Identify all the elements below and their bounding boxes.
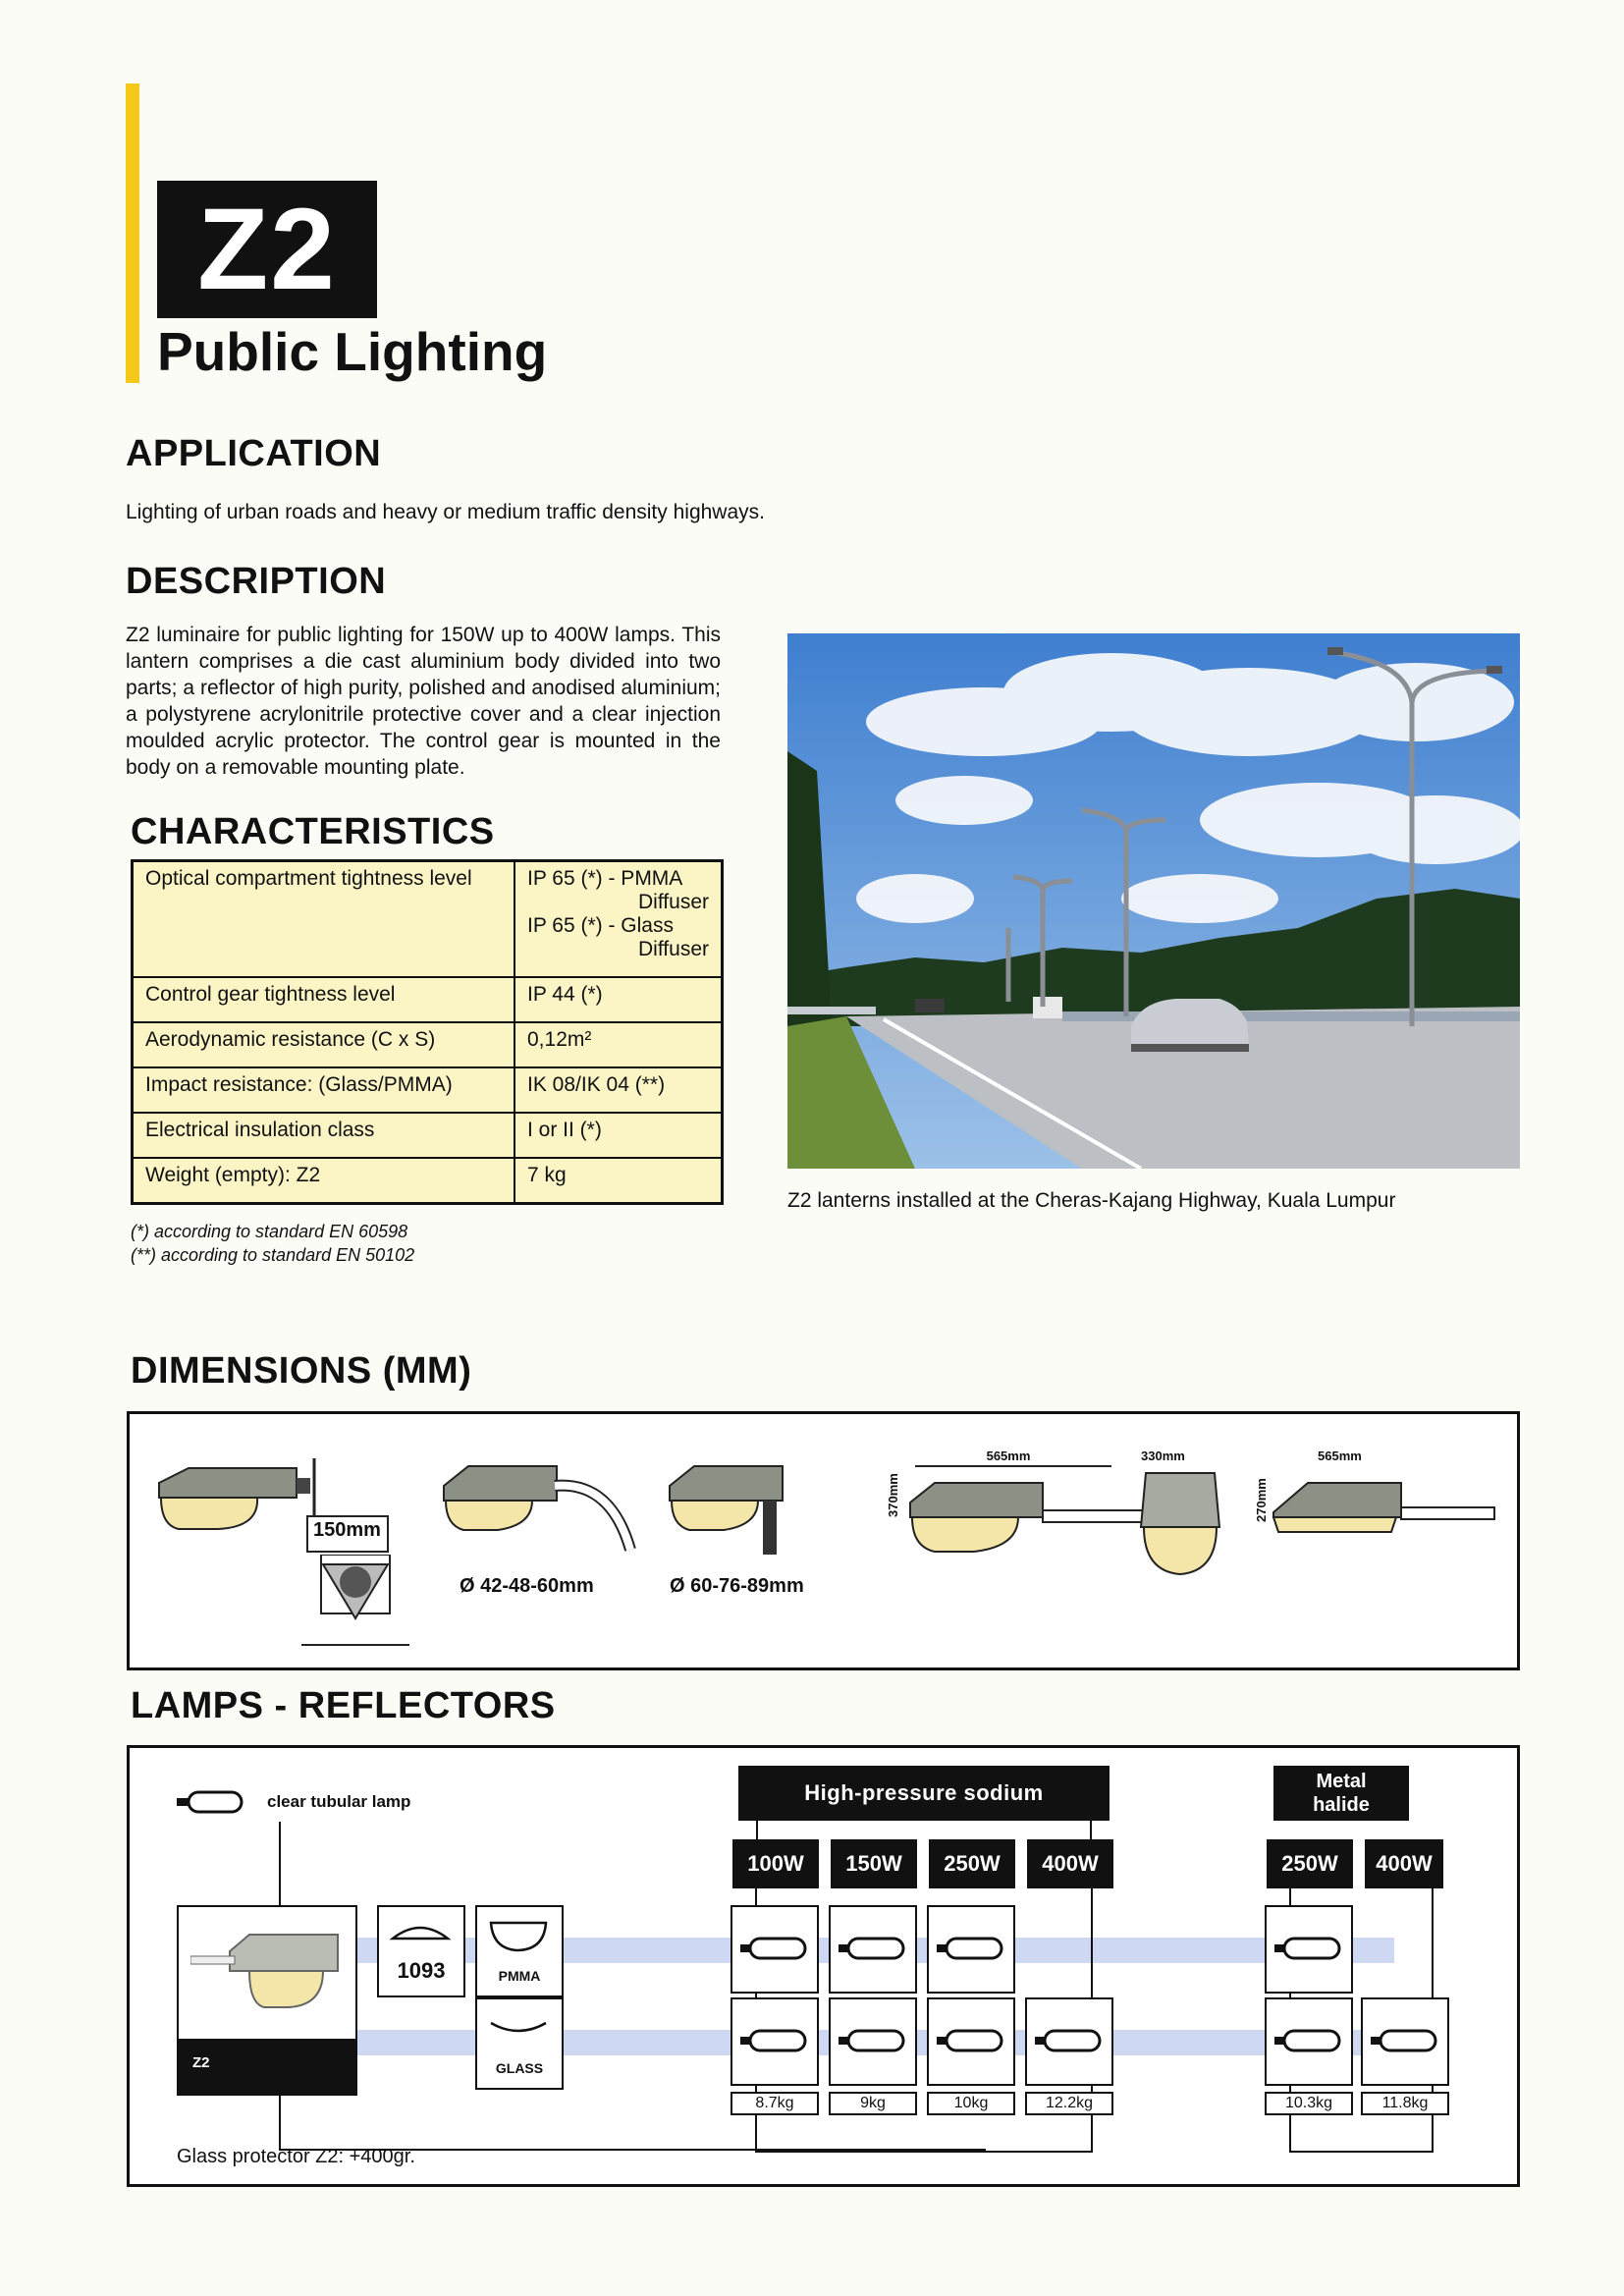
row-label: Impact resistance: (Glass/PMMA) — [133, 1067, 515, 1113]
mh-header-line: halide — [1313, 1794, 1370, 1816]
top-pole-diameter: Ø 60-76-89mm — [670, 1575, 804, 1597]
weight-label: 8.7kg — [731, 2092, 819, 2115]
value-line: IP 65 (*) - PMMA — [527, 867, 683, 890]
table-row — [133, 861, 723, 978]
row-label: Electrical insulation class — [133, 1113, 515, 1158]
weight-label: 11.8kg — [1361, 2092, 1449, 2115]
length-label-2: 565mm — [1318, 1449, 1362, 1463]
photo-caption: Z2 lanterns installed at the Cheras-Kajang Highway, Kuala Lumpur — [787, 1189, 1396, 1212]
luminaire-top-entry-drawing — [665, 1461, 802, 1559]
characteristics-heading: CHARACTERISTICS — [131, 811, 495, 852]
row-value: 7 kg — [514, 1158, 723, 1204]
lamp-cell — [731, 1997, 819, 2086]
tubular-lamp-icon — [177, 1789, 245, 1815]
mh-watt-250: 250W — [1267, 1839, 1353, 1888]
reflector-icon — [389, 1917, 452, 1946]
lamp-cell — [829, 1997, 917, 2086]
z2-luminaire-icon — [190, 1927, 348, 2020]
glass-label: GLASS — [495, 2060, 544, 2076]
value-line: Diffuser — [638, 891, 709, 913]
hps-watt-250: 250W — [929, 1839, 1015, 1888]
weight-label: 9kg — [829, 2092, 917, 2115]
row-value — [514, 861, 723, 978]
tubular-lamp-icon — [937, 1937, 1003, 1960]
tubular-lamp-icon — [1274, 1937, 1341, 1960]
lamp-cell — [1265, 1905, 1353, 1994]
row-label: Aerodynamic resistance (C x S) — [133, 1022, 515, 1067]
tubular-lamp-icon — [1035, 2029, 1102, 2052]
lamps-panel — [127, 1745, 1520, 2187]
lamp-cell — [829, 1905, 917, 1994]
length-label: 565mm — [986, 1449, 1031, 1463]
tubular-lamp-icon — [839, 1937, 905, 1960]
glass-cover-icon — [487, 2009, 550, 2049]
lamp-cell — [731, 1905, 819, 1994]
luminaire-side-entry-drawing — [439, 1461, 645, 1559]
height-label-2: 270mm — [1254, 1478, 1269, 1522]
product-logo: Z2 — [157, 181, 377, 318]
row-value: IK 08/IK 04 (**) — [514, 1067, 723, 1113]
standards-notes — [131, 1220, 414, 1267]
lamp-cell — [1361, 1997, 1449, 2086]
accent-bar — [126, 83, 139, 383]
row-value: 0,12m² — [514, 1022, 723, 1067]
mh-header-line: Metal — [1316, 1771, 1367, 1792]
lamp-cell — [927, 1905, 1015, 1994]
table-row — [133, 1067, 723, 1113]
pmma-cover-icon — [487, 1917, 550, 1956]
mh-header — [1273, 1766, 1409, 1821]
z2-model-label: Z2 — [192, 2054, 210, 2071]
side-view-drawing — [905, 1478, 1170, 1576]
description-heading: DESCRIPTION — [126, 561, 387, 602]
tubular-lamp-icon — [1371, 2029, 1437, 2052]
tubular-lamp-icon — [740, 1937, 807, 1960]
tubular-lamp-icon — [839, 2029, 905, 2052]
footnote: (**) according to standard EN 50102 — [131, 1245, 415, 1265]
page-subtitle: Public Lighting — [157, 321, 548, 382]
dimensions-panel — [127, 1411, 1520, 1670]
characteristics-table — [131, 859, 724, 1205]
wall-bracket-detail — [301, 1507, 409, 1650]
application-text: Lighting of urban roads and heavy or medium traffic density highways. — [126, 501, 765, 523]
wall-offset-label: 150mm — [313, 1519, 381, 1541]
lamp-legend-label: clear tubular lamp — [267, 1792, 411, 1811]
pmma-label: PMMA — [498, 1968, 541, 1984]
table-row — [133, 1113, 723, 1158]
value-line: IP 65 (*) - Glass — [527, 914, 674, 937]
row-label: Control gear tightness level — [133, 977, 515, 1022]
hps-watt-150: 150W — [831, 1839, 917, 1888]
lamp-cell — [927, 1997, 1015, 2086]
low-profile-drawing — [1269, 1473, 1504, 1552]
z2-model-box — [177, 1905, 357, 2096]
height-label: 370mm — [886, 1473, 900, 1517]
hps-header: High-pressure sodium — [738, 1766, 1110, 1821]
weight-label: 12.2kg — [1025, 2092, 1113, 2115]
hps-watt-100: 100W — [732, 1839, 819, 1888]
dimensions-heading: DIMENSIONS (MM) — [131, 1350, 472, 1392]
lamp-cell — [1265, 1997, 1353, 2086]
footnote: (*) according to standard EN 60598 — [131, 1222, 408, 1241]
row-value: I or II (*) — [514, 1113, 723, 1158]
side-pole-diameter: Ø 42-48-60mm — [460, 1575, 594, 1597]
reflector-code: 1093 — [397, 1958, 446, 1983]
lamps-heading: LAMPS - REFLECTORS — [131, 1685, 556, 1726]
cover-glass-box — [475, 1997, 564, 2090]
table-row — [133, 977, 723, 1022]
width-label: 330mm — [1141, 1449, 1185, 1463]
row-value: IP 44 (*) — [514, 977, 723, 1022]
row-label: Optical compartment tightness level — [133, 861, 515, 978]
value-line: Diffuser — [638, 938, 709, 960]
hps-watt-400: 400W — [1027, 1839, 1113, 1888]
application-heading: APPLICATION — [126, 433, 382, 474]
lamp-cell — [1025, 1997, 1113, 2086]
table-row — [133, 1022, 723, 1067]
tubular-lamp-icon — [740, 2029, 807, 2052]
highway-photo — [787, 633, 1520, 1169]
cover-pmma-box — [475, 1905, 564, 1997]
glass-protector-note: Glass protector Z2: +400gr. — [177, 2146, 415, 2167]
luminaire-wall-drawing — [149, 1458, 326, 1542]
front-view-drawing — [1136, 1468, 1224, 1581]
weight-label: 10.3kg — [1265, 2092, 1353, 2115]
mh-watt-400: 400W — [1365, 1839, 1443, 1888]
tubular-lamp-icon — [1274, 2029, 1341, 2052]
tubular-lamp-icon — [937, 2029, 1003, 2052]
row-label: Weight (empty): Z2 — [133, 1158, 515, 1204]
table-row — [133, 1158, 723, 1204]
weight-label: 10kg — [927, 2092, 1015, 2115]
side-view-dimension — [895, 1449, 1121, 1467]
description-text: Z2 luminaire for public lighting for 150W up to 400W lamps. This lantern comprises a die cast aluminium body divided into two parts; a reflector of high purity, polished and anodised aluminium; a polystyrene acrylonitrile protective cover and a clear injection moulded acrylic protector. The control gear is mounted in the body on a removable mounting plate. — [126, 624, 721, 779]
reflector-box — [377, 1905, 465, 1997]
